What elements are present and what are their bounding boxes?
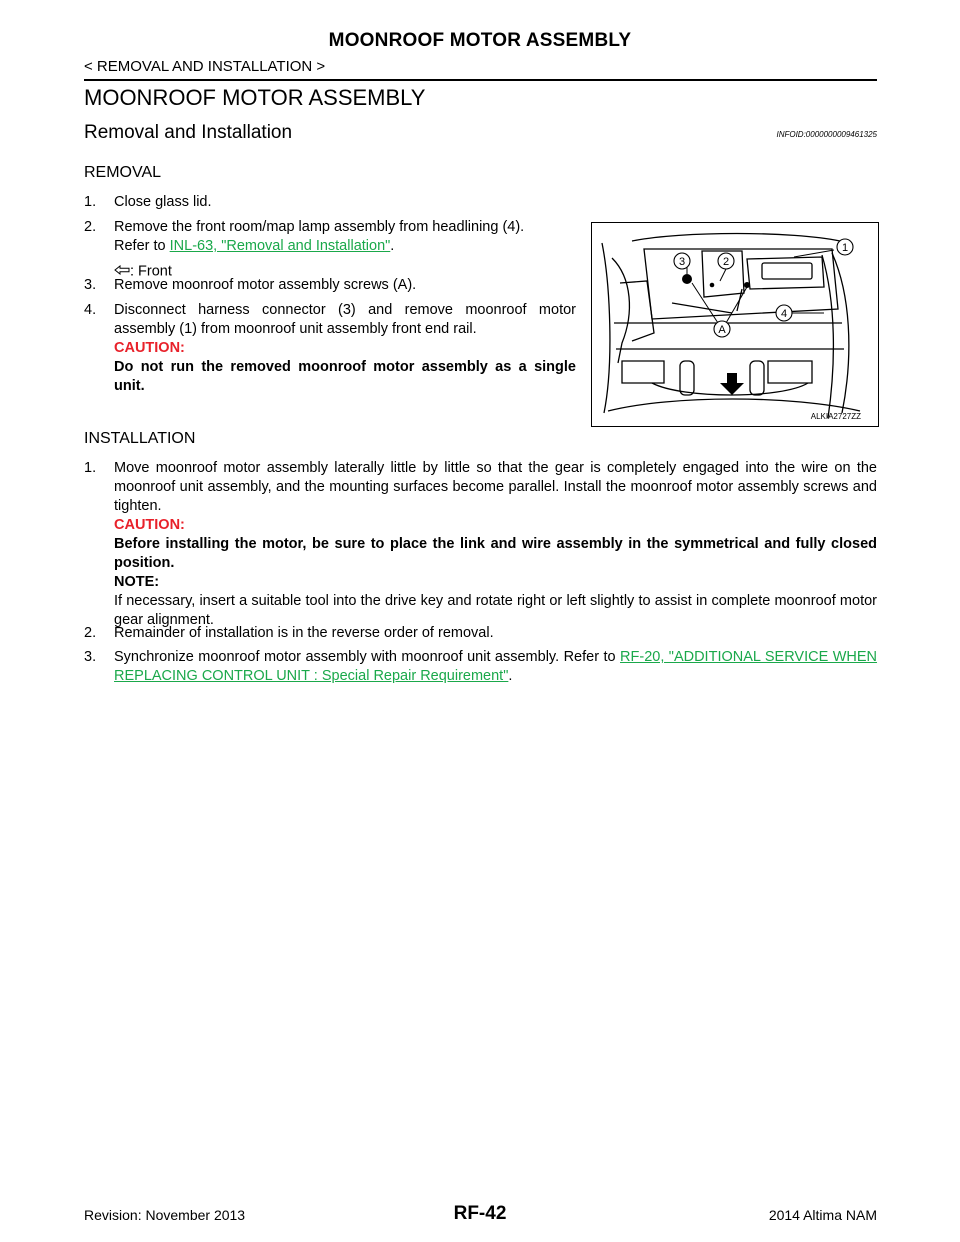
step-text: Remove moonroof motor assembly screws (A). xyxy=(114,277,417,293)
step-text: Synchronize moonroof motor assembly with moonroof unit assembly. Refer to xyxy=(114,649,616,665)
header-divider xyxy=(84,79,877,81)
inl-63-link[interactable]: INL-63, "Removal and Installation" xyxy=(169,238,391,254)
model-info: 2014 Altima NAM xyxy=(768,1207,877,1223)
figure-code: ALKIA2727ZZ xyxy=(810,412,861,421)
callout-a: A xyxy=(718,324,726,336)
caution-text: Before installing the motor, be sure to place the link and wire assembly in the symmetrical and fully closed position. xyxy=(114,536,877,571)
removal-heading: REMOVAL xyxy=(84,164,162,181)
step-text: Remainder of installation is in the reverse order of removal. xyxy=(114,625,494,641)
caution-label: CAUTION: xyxy=(114,517,185,533)
page-title: MOONROOF MOTOR ASSEMBLY xyxy=(84,85,426,110)
step-number: 3. xyxy=(84,277,97,293)
moonroof-illustration xyxy=(592,223,878,426)
section-title: Removal and Installation xyxy=(84,122,293,143)
moonroof-motor-figure xyxy=(591,222,879,427)
caution-label: CAUTION: xyxy=(114,340,185,356)
note-label: NOTE: xyxy=(114,574,160,590)
revision-date: Revision: November 2013 xyxy=(84,1207,246,1223)
page-number: RF-42 xyxy=(453,1203,507,1224)
step-number: 1. xyxy=(84,460,97,476)
rf-20-link[interactable]: RF-20, "ADDITIONAL SERVICE WHEN REPLACING CONTROL UNIT : Special Repair Requirement" xyxy=(114,649,878,684)
callout-3: 3 xyxy=(678,256,686,268)
installation-heading: INSTALLATION xyxy=(84,430,196,447)
breadcrumb: < REMOVAL AND INSTALLATION > xyxy=(84,58,326,75)
step-suffix: . xyxy=(508,668,513,684)
callout-2: 2 xyxy=(722,256,730,268)
note-text: If necessary, insert a suitable tool into the drive key and rotate right or left slightly to assist in complete moonroof motor gear alignment. xyxy=(114,593,877,628)
step-number: 3. xyxy=(84,649,97,665)
caution-text: Do not run the removed moonroof motor assembly as a single unit. xyxy=(114,359,576,394)
front-arrow-icon xyxy=(720,373,744,395)
step-text: Disconnect harness connector (3) and remove moonroof motor assembly (1) from moonroof unit assembly front end rail. xyxy=(114,302,576,337)
step-number: 2. xyxy=(84,219,97,235)
legend-front: : Front xyxy=(130,263,172,280)
step-text: Move moonroof motor assembly laterally little by little so that the gear is completely engaged into the wire on the moonroof unit assembly, and the mounting surfaces become parallel. Install the moonroof motor assembly screws and tighten. xyxy=(114,460,877,514)
page-header-title: MOONROOF MOTOR ASSEMBLY xyxy=(328,30,632,51)
callout-4: 4 xyxy=(780,308,788,320)
info-id: INFOID:0000000009461325 xyxy=(776,130,877,139)
step-text: Remove the front room/map lamp assembly from headlining (4). xyxy=(114,219,525,235)
step-number: 2. xyxy=(84,625,97,641)
step-number: 4. xyxy=(84,302,97,318)
refer-prefix: Refer to xyxy=(114,238,166,254)
step-text: Close glass lid. xyxy=(114,194,212,210)
callout-1: 1 xyxy=(841,242,849,254)
refer-suffix: . xyxy=(390,238,395,254)
step-number: 1. xyxy=(84,194,97,210)
